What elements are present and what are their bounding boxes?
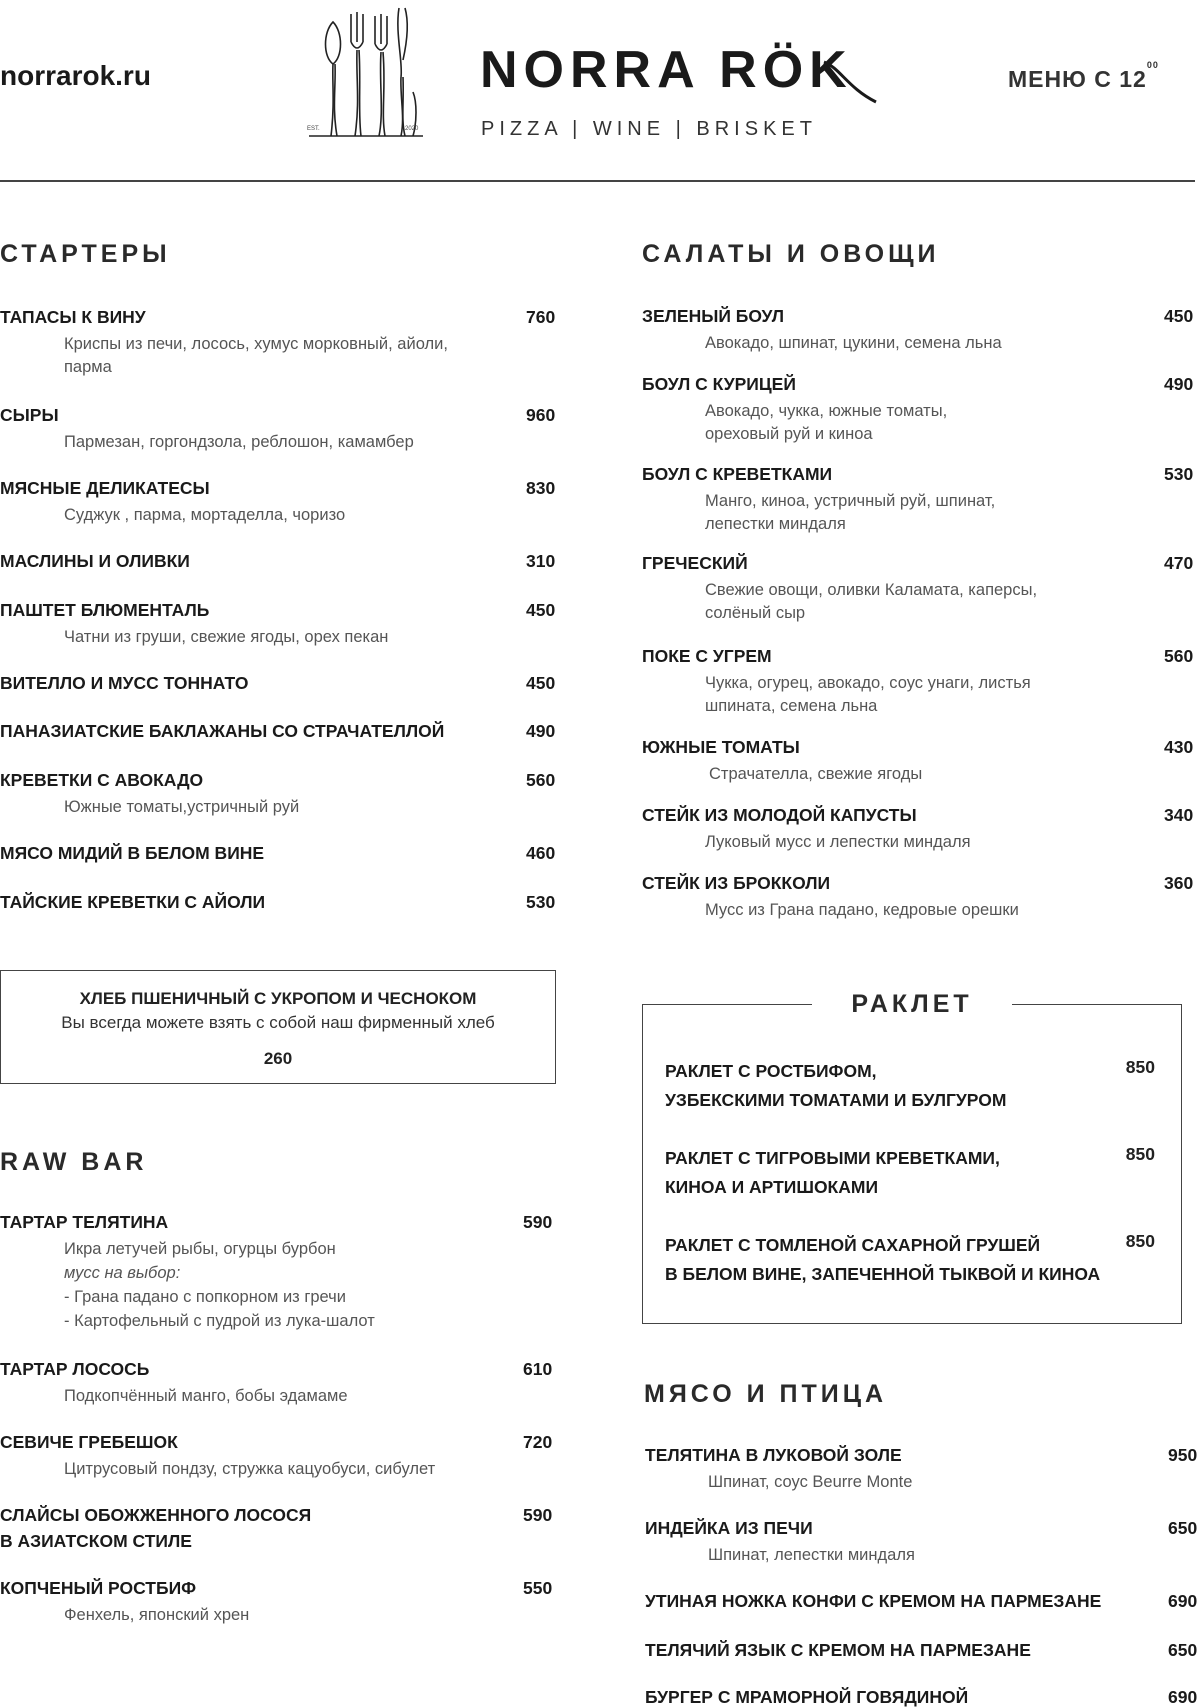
menu-time-text: МЕНЮ С 12: [1008, 66, 1147, 92]
menu-item: [645, 1445, 1198, 1494]
menu-item: [0, 1578, 560, 1627]
item-desc: Манго, киноа, устричный руй, шпинат, лепестки миндаля: [705, 492, 996, 533]
item-price: 960: [526, 405, 556, 425]
item-desc: Луковый мусс и лепестки миндаля: [705, 833, 971, 851]
brand-tagline: PIZZA | WINE | BRISKET: [481, 118, 817, 140]
item-name: МЯСО МИДИЙ В БЕЛОМ ВИНЕ: [0, 843, 265, 863]
raclet-item-line2: В БЕЛОМ ВИНЕ, ЗАПЕЧЕННОЙ ТЫКВОЙ И КИНОА: [665, 1264, 1101, 1284]
menu-item: [0, 673, 560, 694]
item-name: ЮЖНЫЕ ТОМАТЫ: [642, 737, 800, 757]
item-desc: Южные томаты,устричный руй: [64, 798, 300, 816]
item-desc: Цитрусовый пондзу, стружка кацуобуси, сибулет: [64, 1460, 436, 1478]
item-name: ТЕЛЯЧИЙ ЯЗЫК С КРЕМОМ НА ПАРМЕЗАНЕ: [645, 1640, 1031, 1660]
item-desc: Подкопчённый манго, бобы эдамаме: [64, 1387, 348, 1405]
item-desc: Свежие овощи, оливки Каламата, каперсы, солёный сыр: [705, 581, 1038, 622]
menu-time-sup: 00: [1146, 60, 1159, 70]
item-price: 590: [523, 1505, 553, 1525]
menu-item: [0, 551, 560, 572]
item-price: 560: [526, 770, 556, 790]
menu-item: [0, 1359, 560, 1408]
item-name: ПОКЕ С УГРЕМ: [642, 646, 772, 666]
menu-item: [0, 892, 560, 913]
item-name: КОПЧЕНЫЙ РОСТБИФ: [0, 1578, 197, 1598]
raclet-item-line2: УЗБЕКСКИМИ ТОМАТАМИ И БУЛГУРОМ: [665, 1090, 1007, 1110]
item-name: УТИНАЯ НОЖКА КОНФИ С КРЕМОМ НА ПАРМЕЗАНЕ: [645, 1591, 1102, 1611]
item-desc: Суджук , парма, мортаделла, чоризо: [64, 506, 346, 524]
item-name: БОУЛ С КУРИЦЕЙ: [642, 374, 796, 394]
site-url: norrarok.ru: [0, 60, 151, 91]
item-desc: Авокадо, шпинат, цукини, семена льна: [705, 334, 1002, 352]
section-title-raw-bar: RAW BAR: [0, 1148, 148, 1176]
menu-item: [0, 1505, 560, 1552]
menu-item: [642, 737, 1198, 786]
item-option: - Грана падано с попкорном из гречи: [64, 1288, 346, 1306]
item-name: ИНДЕЙКА ИЗ ПЕЧИ: [645, 1518, 813, 1538]
item-price: 460: [526, 843, 556, 863]
item-price: 650: [1168, 1640, 1198, 1660]
section-title-starters: СТАРТЕРЫ: [0, 240, 171, 268]
menu-item: [0, 770, 560, 819]
menu-item: [0, 600, 560, 649]
item-desc: Шпинат, соус Beurre Monte: [708, 1473, 913, 1491]
item-price: 690: [1168, 1591, 1198, 1611]
item-desc: Криспы из печи, лосось, хумус морковный, айоли, пармa: [64, 335, 448, 376]
raclet-item: [665, 1144, 1165, 1202]
section-title-salads: САЛАТЫ И ОВОЩИ: [642, 240, 940, 268]
raclet-item-line1: РАКЛЕТ С РОСТБИФОМ,: [665, 1061, 877, 1081]
item-desc: Икра летучей рыбы, огурцы бурбон: [64, 1240, 336, 1258]
item-name: ПАНАЗИАТСКИЕ БАКЛАЖАНЫ СО СТРАЧАТЕЛЛОЙ: [0, 721, 445, 741]
bread-price: 260: [263, 1049, 293, 1068]
item-price: 490: [1164, 374, 1194, 394]
item-price: 430: [1164, 737, 1194, 757]
item-name: ПАШТЕТ БЛЮМЕНТАЛЬ: [0, 600, 210, 620]
raclet-item-line1: РАКЛЕТ С ТОМЛЕНОЙ САХАРНОЙ ГРУШЕЙ: [665, 1235, 1041, 1255]
item-name: МАСЛИНЫ И ОЛИВКИ: [0, 551, 190, 571]
item-price: 830: [526, 478, 556, 498]
menu-item: [642, 464, 1198, 536]
item-note: мусс на выбор:: [64, 1264, 181, 1282]
menu-item: [0, 1432, 560, 1481]
item-name: ТАПАСЫ К ВИНУ: [0, 307, 146, 327]
bread-desc: Вы всегда можете взять с собой наш фирменный хлеб: [61, 1013, 495, 1032]
item-desc: Чатни из груши, свежие ягоды, орех пекан: [64, 628, 389, 646]
item-option: - Картофельный с пудрой из лука-шалот: [64, 1312, 375, 1330]
menu-item: [645, 1640, 1198, 1661]
item-price: 590: [523, 1212, 553, 1232]
item-price: 650: [1168, 1518, 1198, 1538]
raclet-item: [665, 1231, 1165, 1289]
item-name: СЕВИЧЕ ГРЕБЕШОК: [0, 1432, 178, 1452]
item-price: 610: [523, 1359, 553, 1379]
section-title-raclet: РАКЛЕТ: [812, 990, 1012, 1019]
bread-name: ХЛЕБ ПШЕНИЧНЫЙ С УКРОПОМ И ЧЕСНОКОМ: [79, 989, 477, 1008]
menu-item: [642, 805, 1198, 854]
item-price: 360: [1164, 873, 1194, 893]
brand-swoosh-icon: [820, 58, 880, 113]
item-name: СТЕЙК ИЗ БРОККОЛИ: [642, 873, 831, 893]
item-desc: Мусс из Грана падано, кедровые орешки: [705, 901, 1019, 919]
item-desc: Страчателла, свежие ягоды: [709, 765, 923, 783]
item-price: 450: [1164, 306, 1194, 326]
menu-item: [0, 1212, 560, 1333]
raclet-item: [665, 1057, 1165, 1115]
item-desc: Фенхель, японский хрен: [64, 1606, 250, 1624]
menu-item: [0, 405, 560, 454]
item-price: 690: [1168, 1687, 1198, 1707]
menu-item: [642, 306, 1198, 355]
item-price: 310: [526, 551, 556, 571]
item-desc: Чукка, огурец, авокадо, соус унаги, листья шпината, семена льна: [705, 674, 1031, 715]
menu-item: [0, 721, 560, 742]
item-name: БУРГЕР С МРАМОРНОЙ ГОВЯДИНОЙ: [645, 1687, 969, 1707]
est-label: EST.: [307, 126, 320, 132]
raclet-item-line2: КИНОА И АРТИШОКАМИ: [665, 1177, 879, 1197]
menu-item: [0, 478, 560, 527]
item-name: СЫРЫ: [0, 405, 59, 425]
section-title-meat: МЯСО И ПТИЦА: [644, 1380, 888, 1408]
item-price: 450: [526, 673, 556, 693]
menu-item: [642, 873, 1198, 922]
item-name: ЗЕЛЕНЫЙ БОУЛ: [642, 306, 785, 326]
item-name-line2: В АЗИАТСКОМ СТИЛЕ: [0, 1531, 192, 1551]
item-desc: Авокадо, чукка, южные томаты, ореховый руй и киноа: [705, 402, 948, 443]
item-price: 470: [1164, 553, 1194, 573]
raclet-item-price: 850: [1125, 1231, 1155, 1251]
item-name: СТЕЙК ИЗ МОЛОДОЙ КАПУСТЫ: [642, 805, 917, 825]
item-price: 560: [1164, 646, 1194, 666]
item-name: ТАРТАР ЛОСОСЬ: [0, 1359, 150, 1379]
menu-item: [645, 1687, 1198, 1708]
menu-item: [642, 646, 1198, 718]
item-price: 450: [526, 600, 556, 620]
raclet-item-price: 850: [1125, 1144, 1155, 1164]
item-price: 550: [523, 1578, 553, 1598]
item-desc: Пармезан, горгондзола, реблошон, камамбер: [64, 433, 414, 451]
item-name: ТАРТАР ТЕЛЯТИНА: [0, 1212, 169, 1232]
raclet-item-line1: РАКЛЕТ С ТИГРОВЫМИ КРЕВЕТКАМИ,: [665, 1148, 1000, 1168]
item-price: 530: [1164, 464, 1194, 484]
menu-item: [642, 374, 1198, 446]
menu-item: [645, 1518, 1198, 1567]
raclet-item-price: 850: [1125, 1057, 1155, 1077]
item-price: 530: [526, 892, 556, 912]
item-price: 760: [526, 307, 556, 327]
item-name: МЯСНЫЕ ДЕЛИКАТЕСЫ: [0, 478, 210, 498]
cutlery-logo-icon: [305, 2, 465, 147]
item-name: СЛАЙСЫ ОБОЖЖЕННОГО ЛОСОСЯ: [0, 1505, 312, 1525]
item-price: 490: [526, 721, 556, 741]
est-year: 2020: [405, 126, 419, 132]
item-price: 720: [523, 1432, 553, 1452]
item-name: ТАЙСКИЕ КРЕВЕТКИ С АЙОЛИ: [0, 892, 266, 912]
item-price: 340: [1164, 805, 1194, 825]
menu-time: [1008, 60, 1159, 93]
menu-item: [0, 843, 560, 864]
bread-box: [0, 970, 556, 1084]
menu-item: [642, 553, 1198, 625]
item-name: БОУЛ С КРЕВЕТКАМИ: [642, 464, 833, 484]
header-divider: [0, 180, 1195, 182]
item-name: ТЕЛЯТИНА В ЛУКОВОЙ ЗОЛЕ: [645, 1445, 902, 1465]
brand-name: NORRA RÖK: [480, 41, 853, 99]
item-name: ВИТЕЛЛО И МУСС ТОННАТО: [0, 673, 249, 693]
menu-item: [0, 307, 560, 379]
item-desc: Шпинат, лепестки миндаля: [708, 1546, 915, 1564]
item-name: ГРЕЧЕСКИЙ: [642, 553, 748, 573]
item-price: 950: [1168, 1445, 1198, 1465]
menu-item: [645, 1591, 1198, 1612]
item-name: КРЕВЕТКИ С АВОКАДО: [0, 770, 204, 790]
